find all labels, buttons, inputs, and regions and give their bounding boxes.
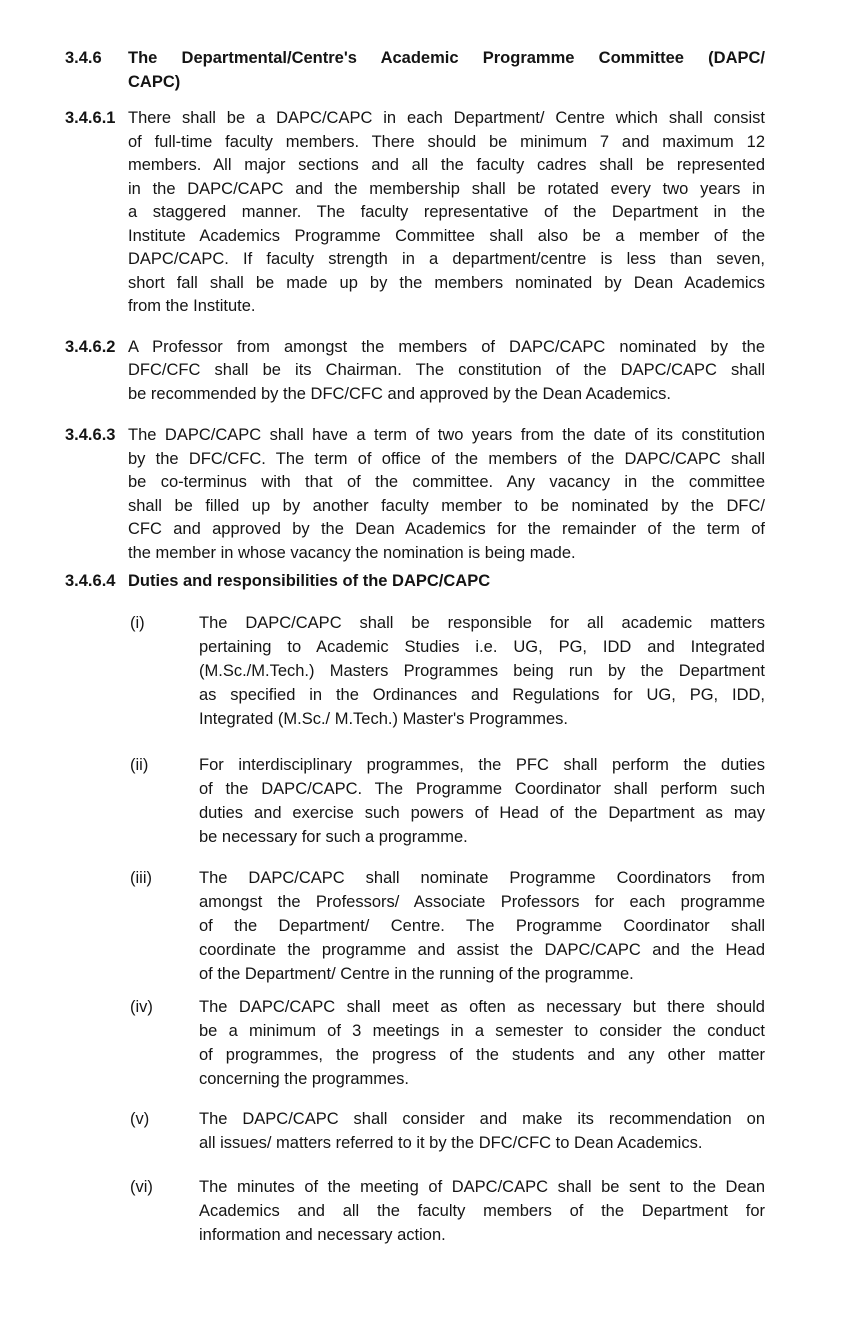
list-item-ii	[130, 753, 765, 849]
text-line: a staggered manner. The faculty representative of the Department in the	[128, 203, 765, 221]
text-line: of programmes, the progress of the students and any other matter	[199, 1045, 765, 1064]
text-line: of full-time faculty members. There should be minimum 7 and maximum 12	[128, 132, 765, 151]
text-line: of the Department/ Centre in the running of the programme.	[199, 964, 634, 983]
text-line: coordinate the programme and assist the DAPC/CAPC and the Head	[199, 940, 765, 959]
text-line: DAPC/CAPC. If faculty strength in a department/centre is less than seven,	[128, 250, 765, 268]
text-line: The DAPC/CAPC shall have a term of two years from the date of its constitution	[128, 426, 765, 444]
list-item-body	[199, 1107, 765, 1155]
list-item-label: (v)	[130, 1109, 150, 1128]
paragraph-body	[128, 107, 765, 319]
list-item-label: (iv)	[130, 997, 153, 1016]
text-line: DFC/CFC shall be its Chairman. The constitution of the DAPC/CAPC shall	[128, 361, 765, 379]
text-line: CAPC)	[128, 72, 181, 91]
text-line: of the Department/ Centre. The Programme Coordinator shall	[199, 916, 765, 935]
text-line: be recommended by the DFC/CFC and approved by the Dean Academics.	[128, 384, 671, 403]
text-line: The DAPC/CAPC shall be responsible for all academic matters	[199, 613, 765, 632]
list-item-vi	[130, 1175, 765, 1247]
text-line: The DAPC/CAPC shall consider and make its recommendation on	[199, 1109, 765, 1128]
list-item-v	[130, 1107, 765, 1155]
text-line: of the DAPC/CAPC. The Programme Coordinator shall perform such	[199, 779, 765, 798]
paragraph-number: 3.4.6.2	[65, 337, 116, 356]
text-line: members. All major sections and all the faculty cadres shall be represented	[128, 156, 765, 174]
list-item-label: (i)	[130, 613, 145, 632]
text-line: concerning the programmes.	[199, 1069, 410, 1088]
text-line: all issues/ matters referred to it by the DFC/CFC to Dean Academics.	[199, 1133, 703, 1152]
text-line: Integrated (M.Sc./ M.Tech.) Master's Programmes.	[199, 709, 569, 728]
text-line: information and necessary action.	[199, 1225, 446, 1244]
list-item-i	[130, 611, 765, 731]
list-item-label: (ii)	[130, 755, 149, 774]
text-line: from the Institute.	[128, 297, 256, 315]
subsection-title: Duties and responsibilities of the DAPC/CAPC	[128, 572, 491, 590]
text-line: the member in whose vacancy the nomination is being made.	[128, 543, 576, 562]
text-line: be co-terminus with that of the committee. Any vacancy in the committee	[128, 473, 765, 491]
text-line: as specified in the Ordinances and Regulations for UG, PG, IDD,	[199, 685, 765, 704]
list-item-iv	[130, 995, 765, 1091]
text-line: The DAPC/CAPC shall meet as often as necessary but there should	[199, 997, 765, 1016]
list-item-body	[199, 611, 765, 731]
text-line: be necessary for such a programme.	[199, 827, 468, 846]
text-line: (M.Sc./M.Tech.) Masters Programmes being run by the Department	[199, 661, 765, 680]
subsection-number: 3.4.6.4	[65, 572, 116, 590]
paragraph-3-4-6-1	[65, 107, 765, 319]
text-line: Institute Academics Programme Committee shall also be a member of the	[128, 226, 765, 245]
text-line: shall be filled up by another faculty member to be nominated by the DFC/	[128, 496, 765, 515]
paragraph-body	[128, 424, 765, 565]
text-line: The minutes of the meeting of DAPC/CAPC shall be sent to the Dean	[199, 1177, 765, 1196]
list-item-body	[199, 1175, 765, 1247]
text-line: CFC and approved by the Dean Academics for the remainder of the term of	[128, 520, 765, 538]
section-number: 3.4.6	[65, 49, 102, 67]
text-line: amongst the Professors/ Associate Professors for each programme	[199, 892, 765, 911]
text-line: The DAPC/CAPC shall nominate Programme Coordinators from	[199, 868, 765, 887]
document-content	[65, 47, 765, 1247]
text-line: The Departmental/Centre's Academic Programme Committee (DAPC/	[128, 49, 765, 67]
list-item-label: (vi)	[130, 1177, 153, 1196]
text-line: There shall be a DAPC/CAPC in each Department/ Centre which shall consist	[128, 109, 765, 127]
paragraph-number: 3.4.6.3	[65, 426, 116, 444]
text-line: A Professor from amongst the members of DAPC/CAPC nominated by the	[128, 337, 765, 356]
paragraph-3-4-6-3	[65, 424, 765, 565]
list-item-label: (iii)	[130, 868, 152, 887]
paragraph-number: 3.4.6.1	[65, 109, 116, 127]
paragraph-body	[128, 336, 765, 407]
text-line: be a minimum of 3 meetings in a semester to consider the conduct	[199, 1021, 765, 1040]
paragraph-3-4-6-2	[65, 336, 765, 407]
list-item-body	[199, 995, 765, 1091]
text-line: short fall shall be made up by the members nominated by Dean Academics	[128, 273, 765, 292]
text-line: For interdisciplinary programmes, the PFC shall perform the duties	[199, 755, 765, 774]
text-line: pertaining to Academic Studies i.e. UG, PG, IDD and Integrated	[199, 637, 765, 656]
list-item-iii	[130, 866, 765, 986]
list-item-body	[199, 866, 765, 986]
text-line: in the DAPC/CAPC and the membership shall be rotated every two years in	[128, 179, 765, 198]
list-item-body	[199, 753, 765, 849]
text-line: Academics and all the faculty members of the Department for	[199, 1201, 765, 1220]
subsection-heading	[65, 570, 765, 594]
section-title	[128, 47, 765, 94]
section-heading	[65, 47, 765, 94]
text-line: duties and exercise such powers of Head of the Department as may	[199, 803, 765, 822]
text-line: by the DFC/CFC. The term of office of the members of the DAPC/CAPC shall	[128, 449, 765, 468]
